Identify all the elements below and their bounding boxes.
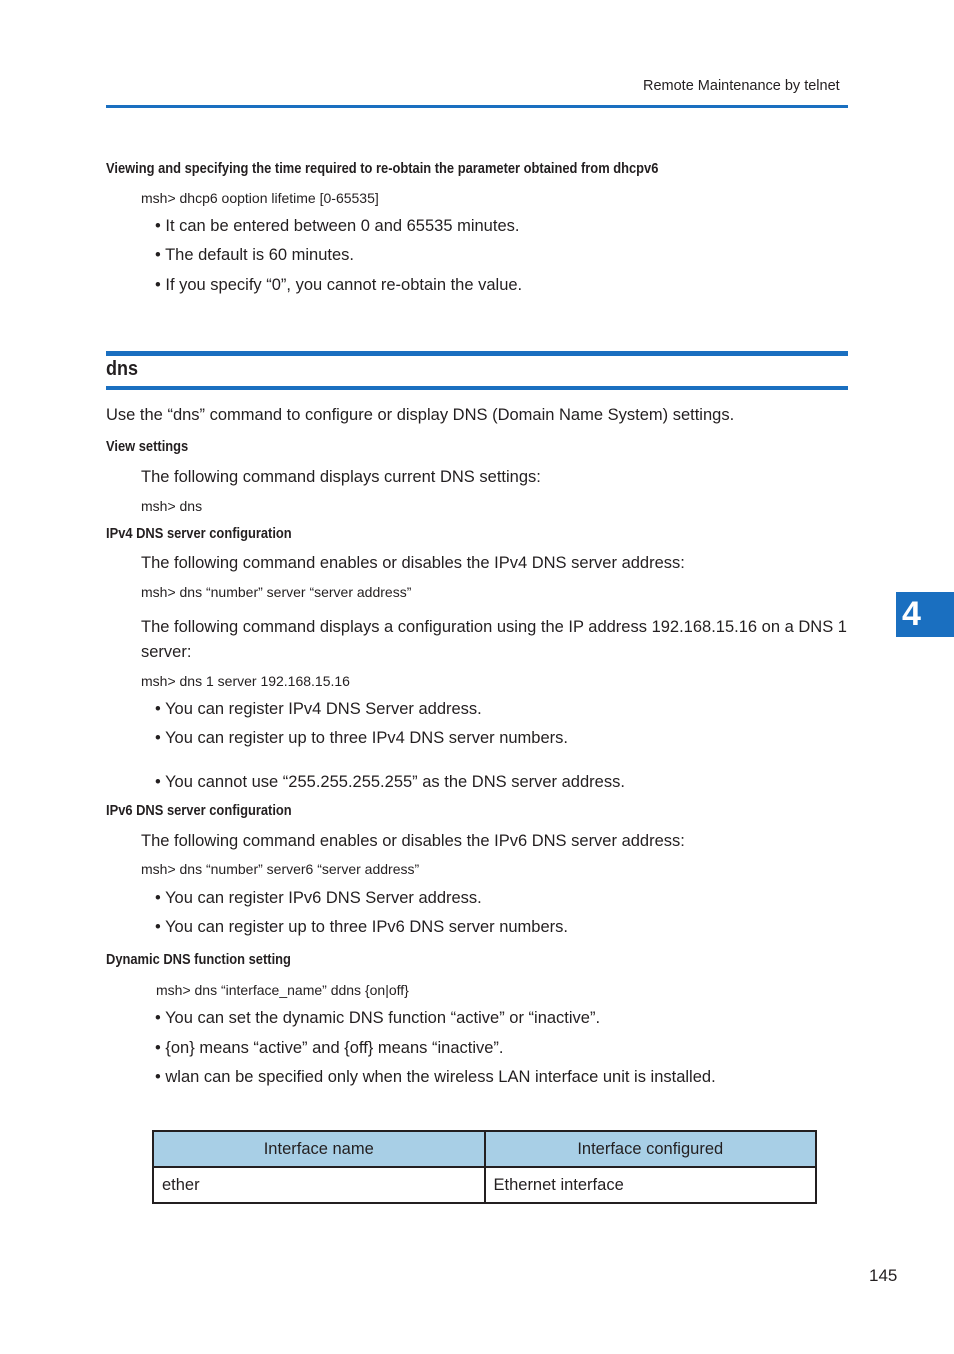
ipv4-text: The following command enables or disables the IPv4 DNS server address:	[141, 554, 685, 572]
dhcpv6-bullet: • The default is 60 minutes.	[155, 246, 354, 264]
ipv6-command: msh> dns “number” server6 “server address”	[141, 861, 420, 877]
ipv4-bullet: • You can register IPv4 DNS Server address.	[155, 700, 482, 718]
section-title: dns	[106, 358, 139, 380]
view-settings-heading: View settings	[106, 438, 189, 455]
ipv6-bullet: • You can register IPv6 DNS Server address.	[155, 889, 482, 907]
table-cell: ether	[153, 1167, 485, 1203]
view-settings-text: The following command displays current DNS settings:	[141, 468, 541, 486]
ipv4-heading: IPv4 DNS server configuration	[106, 525, 292, 542]
dhcpv6-bullet: • It can be entered between 0 and 65535 minutes.	[155, 217, 520, 235]
dhcpv6-bullet: • If you specify “0”, you cannot re-obtain the value.	[155, 276, 523, 294]
dns-intro: Use the “dns” command to configure or display DNS (Domain Name System) settings.	[106, 406, 735, 424]
ddns-bullet: • {on} means “active” and {off} means “inactive”.	[155, 1039, 504, 1057]
ipv6-heading: IPv6 DNS server configuration	[106, 802, 292, 819]
ipv4-example-text-cont: server:	[141, 643, 192, 661]
page-number: 145	[869, 1266, 898, 1285]
table-cell: Ethernet interface	[485, 1167, 817, 1203]
header-rule	[106, 105, 848, 108]
section-rule-top	[106, 351, 848, 356]
section-rule-bottom	[106, 386, 848, 390]
ddns-bullet: • You can set the dynamic DNS function “active” or “inactive”.	[155, 1009, 601, 1027]
ipv6-text: The following command enables or disables the IPv6 DNS server address:	[141, 832, 685, 850]
table-header-interface-name: Interface name	[153, 1131, 485, 1167]
dhcpv6-heading: Viewing and specifying the time required to re-obtain the parameter obtained from dhcpv6	[106, 160, 659, 177]
ipv4-command: msh> dns “number” server “server address”	[141, 584, 412, 600]
ipv4-bullet: • You can register up to three IPv4 DNS server numbers.	[155, 729, 568, 747]
dhcpv6-command: msh> dhcp6 ooption lifetime [0-65535]	[141, 190, 379, 206]
chapter-tab: 4	[896, 592, 954, 637]
ddns-command: msh> dns “interface_name” ddns {on|off}	[156, 982, 409, 998]
table-header-interface-configured: Interface configured	[485, 1131, 817, 1167]
ipv4-example-command: msh> dns 1 server 192.168.15.16	[141, 673, 350, 689]
ipv4-bullet: • You cannot use “255.255.255.255” as the DNS server address.	[155, 773, 625, 791]
table-row	[153, 1167, 816, 1203]
ipv4-example-text: The following command displays a configuration using the IP address 192.168.15.16 on a DNS 1	[141, 618, 847, 636]
ddns-bullet: • wlan can be specified only when the wireless LAN interface unit is installed.	[155, 1068, 716, 1086]
ddns-heading: Dynamic DNS function setting	[106, 951, 291, 968]
running-header: Remote Maintenance by telnet	[643, 78, 840, 94]
view-settings-command: msh> dns	[141, 498, 203, 514]
ipv6-bullet: • You can register up to three IPv6 DNS server numbers.	[155, 918, 568, 936]
interface-table	[152, 1130, 817, 1204]
